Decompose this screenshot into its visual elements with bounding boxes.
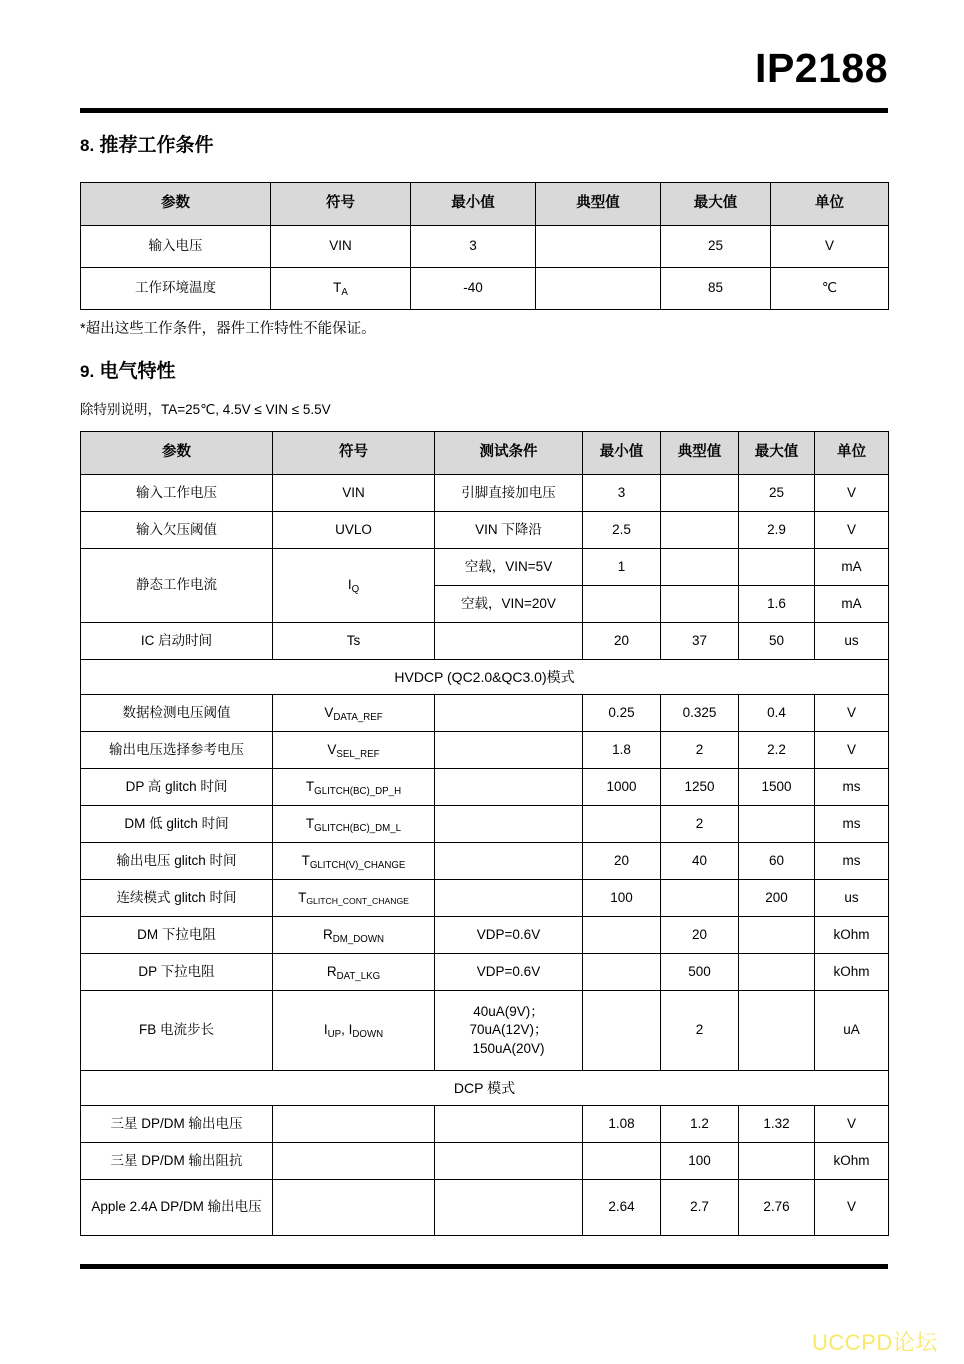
electrical-characteristics-table — [80, 431, 889, 1236]
cell-unit: V — [815, 474, 889, 511]
cell-symbol — [273, 842, 435, 879]
table-row — [81, 731, 889, 768]
cell-max — [739, 805, 815, 842]
cell-param: 工作环境温度 — [81, 267, 271, 309]
symbol-subscript: Q — [351, 584, 360, 596]
cell-symbol — [273, 474, 435, 511]
cell-max — [739, 916, 815, 953]
cell-symbol — [273, 879, 435, 916]
cell-max: 1.6 — [739, 585, 815, 622]
cell-symbol — [273, 694, 435, 731]
symbol-base: R — [322, 926, 333, 942]
cell-symbol — [273, 731, 435, 768]
table-row — [81, 990, 889, 1070]
cell-unit: ℃ — [771, 267, 889, 309]
cell-unit: ms — [815, 805, 889, 842]
cell-max: 50 — [739, 622, 815, 659]
cell-max: 2.9 — [739, 511, 815, 548]
cell-test-condition: VDP=0.6V — [435, 953, 583, 990]
cell-typ: 20 — [661, 916, 739, 953]
cell-min: 20 — [583, 842, 661, 879]
cell-unit: mA — [815, 585, 889, 622]
cell-symbol — [273, 805, 435, 842]
cell-min — [583, 990, 661, 1070]
cell-param: 输入工作电压 — [81, 474, 273, 511]
cell-typ: 500 — [661, 953, 739, 990]
cell-min: 2.64 — [583, 1179, 661, 1235]
cell-symbol — [273, 953, 435, 990]
footer-rule — [80, 1264, 888, 1269]
table-row — [81, 1142, 889, 1179]
cell-test-condition — [435, 768, 583, 805]
cell-unit: us — [815, 622, 889, 659]
symbol-base: T — [298, 889, 307, 905]
cell-min: 20 — [583, 622, 661, 659]
cell-typ: 37 — [661, 622, 739, 659]
cell-test-condition: VDP=0.6V — [435, 916, 583, 953]
cell-param: IC 启动时间 — [81, 622, 273, 659]
cell-max: 200 — [739, 879, 815, 916]
symbol-base: R — [326, 963, 337, 979]
cell-symbol — [273, 916, 435, 953]
table-section-row — [81, 1070, 889, 1105]
cell-unit: ms — [815, 768, 889, 805]
symbol-subscript: DM_DOWN — [332, 933, 385, 945]
table-row — [81, 916, 889, 953]
cell-typ: 2 — [661, 990, 739, 1070]
cell-max — [739, 990, 815, 1070]
cell-test-condition — [435, 694, 583, 731]
cell-typ: 0.325 — [661, 694, 739, 731]
cell-min — [583, 585, 661, 622]
cell-param: 数据检测电压阈值 — [81, 694, 273, 731]
cell-min: 1.08 — [583, 1105, 661, 1142]
symbol-base: T — [301, 852, 310, 868]
symbol-base: V — [324, 704, 334, 720]
table-row — [81, 805, 889, 842]
cell-min — [583, 916, 661, 953]
cell-symbol — [273, 1179, 435, 1235]
cell-min: 1.8 — [583, 731, 661, 768]
cell-min: 3 — [583, 474, 661, 511]
cell-symbol — [273, 990, 435, 1070]
section-label-hvdcp: HVDCP (QC2.0&QC3.0)模式 — [81, 659, 889, 694]
cell-test-condition — [435, 1142, 583, 1179]
cell-unit: uA — [815, 990, 889, 1070]
cell-symbol — [273, 1105, 435, 1142]
col-header-symbol: 符号 — [273, 431, 435, 474]
cell-typ: 2 — [661, 731, 739, 768]
cell-max: 25 — [739, 474, 815, 511]
table-row — [81, 225, 889, 267]
cell-param: 输出电压选择参考电压 — [81, 731, 273, 768]
cell-unit: V — [815, 1105, 889, 1142]
cell-param: 静态工作电流 — [81, 548, 273, 622]
cell-min — [583, 805, 661, 842]
table-row — [81, 1179, 889, 1235]
section-9-conditions: 除特别说明，TA=25℃, 4.5V ≤ VIN ≤ 5.5V — [80, 402, 331, 418]
cell-param: FB 电流步长 — [81, 990, 273, 1070]
cell-typ: 1250 — [661, 768, 739, 805]
table-header-row — [81, 431, 889, 474]
cell-max: 1500 — [739, 768, 815, 805]
cell-param: 输出电压 glitch 时间 — [81, 842, 273, 879]
cell-unit: kOhm — [815, 916, 889, 953]
table-row — [81, 768, 889, 805]
table-row — [81, 879, 889, 916]
cell-param: 输入欠压阈值 — [81, 511, 273, 548]
symbol-base: Ts — [346, 632, 361, 648]
col-header-min: 最小值 — [411, 182, 536, 225]
cell-param: 连续模式 glitch 时间 — [81, 879, 273, 916]
col-header-max: 最大值 — [661, 182, 771, 225]
cell-min: 0.25 — [583, 694, 661, 731]
symbol-base: VIN — [342, 484, 365, 500]
cell-min: -40 — [411, 267, 536, 309]
section-8-number: 8. — [80, 136, 95, 155]
section-8-title: 推荐工作条件 — [99, 135, 214, 156]
col-header-max: 最大值 — [739, 431, 815, 474]
cell-max — [739, 548, 815, 585]
section-label-dcp: DCP 模式 — [81, 1070, 889, 1105]
cell-symbol — [273, 511, 435, 548]
symbol-subscript: GLITCH_CONT_CHANGE — [306, 896, 409, 907]
cell-symbol — [273, 768, 435, 805]
cell-test-condition — [435, 622, 583, 659]
cell-test-condition: 空载，VIN=5V — [435, 548, 583, 585]
symbol-subscript: A — [341, 286, 348, 298]
cell-symbol — [271, 267, 411, 309]
col-header-symbol: 符号 — [271, 182, 411, 225]
cell-test-condition: 40uA(9V)； 70uA(12V)； 150uA(20V) — [435, 990, 583, 1070]
cell-max — [739, 953, 815, 990]
cell-test-condition — [435, 1179, 583, 1235]
table-row — [81, 548, 889, 585]
col-header-unit: 单位 — [815, 431, 889, 474]
cell-min: 2.5 — [583, 511, 661, 548]
cell-unit: us — [815, 879, 889, 916]
symbol-base: T — [333, 280, 342, 296]
cell-max: 60 — [739, 842, 815, 879]
cell-min: 3 — [411, 225, 536, 267]
col-header-param: 参数 — [81, 431, 273, 474]
section-9-heading — [80, 361, 888, 384]
cell-param: 三星 DP/DM 输出阻抗 — [81, 1142, 273, 1179]
col-header-min: 最小值 — [583, 431, 661, 474]
cell-typ — [661, 511, 739, 548]
section-8-footnote: *超出这些工作条件，器件工作特性不能保证。 — [80, 320, 376, 337]
col-header-typ: 典型值 — [536, 182, 661, 225]
cell-param: 输入电压 — [81, 225, 271, 267]
cell-max: 0.4 — [739, 694, 815, 731]
document-header — [80, 0, 888, 113]
cell-symbol — [273, 622, 435, 659]
cell-typ: 2 — [661, 805, 739, 842]
cell-test-condition: 引脚直接加电压 — [435, 474, 583, 511]
cell-unit: V — [815, 1179, 889, 1235]
section-9-number: 9. — [80, 361, 95, 381]
col-header-typ: 典型值 — [661, 431, 739, 474]
symbol-base: I — [347, 577, 352, 593]
cell-symbol — [273, 1142, 435, 1179]
cell-typ — [661, 548, 739, 585]
cell-typ — [661, 585, 739, 622]
cell-typ: 2.7 — [661, 1179, 739, 1235]
cell-max — [739, 1142, 815, 1179]
cell-param: DP 下拉电阻 — [81, 953, 273, 990]
cell-unit: V — [771, 225, 889, 267]
symbol-subscript: GLITCH(BC)_DM_L — [314, 822, 402, 834]
symbol-iup-idown: $I_{UP}$, $I_{DOWN}$ — [323, 1022, 384, 1041]
page-title: IP2188 — [755, 45, 888, 91]
cell-param: Apple 2.4A DP/DM 输出电压 — [81, 1179, 273, 1235]
symbol-base: VIN — [329, 238, 352, 254]
symbol-subscript: DAT_LKG — [336, 970, 381, 982]
table-row — [81, 267, 889, 309]
table-row — [81, 953, 889, 990]
table-row — [81, 474, 889, 511]
table-row — [81, 511, 889, 548]
header-rule — [80, 108, 888, 113]
cell-max: 1.32 — [739, 1105, 815, 1142]
cell-typ — [661, 879, 739, 916]
cell-unit: ms — [815, 842, 889, 879]
cell-min — [583, 953, 661, 990]
cell-test-condition — [435, 805, 583, 842]
cell-unit: V — [815, 731, 889, 768]
cell-typ — [536, 267, 661, 309]
table-row — [81, 842, 889, 879]
cell-unit: V — [815, 694, 889, 731]
cell-test-condition — [435, 879, 583, 916]
cell-test-condition: 空载，VIN=20V — [435, 585, 583, 622]
col-header-unit: 单位 — [771, 182, 889, 225]
symbol-base: V — [327, 741, 337, 757]
table-row — [81, 694, 889, 731]
cell-max: 2.76 — [739, 1179, 815, 1235]
symbol-base: T — [305, 778, 315, 794]
cell-param: DP 高 glitch 时间 — [81, 768, 273, 805]
cell-max: 85 — [661, 267, 771, 309]
section-8-heading — [80, 135, 888, 158]
cell-param: 三星 DP/DM 输出电压 — [81, 1105, 273, 1142]
cell-max: 25 — [661, 225, 771, 267]
symbol-base: UVLO — [335, 521, 372, 537]
symbol-subscript: GLITCH(V)_CHANGE — [309, 859, 406, 871]
col-header-test-condition: 测试条件 — [435, 431, 583, 474]
cell-min: 1000 — [583, 768, 661, 805]
cell-typ: 100 — [661, 1142, 739, 1179]
section-9-title: 电气特性 — [99, 360, 176, 382]
symbol-subscript: GLITCH(BC)_DP_H — [314, 785, 402, 797]
cell-typ: 40 — [661, 842, 739, 879]
cell-unit: kOhm — [815, 1142, 889, 1179]
cell-min: 100 — [583, 879, 661, 916]
cell-test-condition: VIN 下降沿 — [435, 511, 583, 548]
cell-typ — [661, 474, 739, 511]
table-row — [81, 1105, 889, 1142]
symbol-base: T — [305, 815, 315, 831]
cell-unit: V — [815, 511, 889, 548]
cell-param: DM 下拉电阻 — [81, 916, 273, 953]
table-header-row — [81, 182, 889, 225]
cell-unit: mA — [815, 548, 889, 585]
cell-test-condition — [435, 842, 583, 879]
cell-param: DM 低 glitch 时间 — [81, 805, 273, 842]
watermark-text: UCCPD论坛 — [812, 1330, 938, 1355]
cell-min: 1 — [583, 548, 661, 585]
symbol-subscript: DATA_REF — [333, 711, 383, 723]
cell-min — [583, 1142, 661, 1179]
cell-symbol — [273, 548, 435, 622]
symbol-subscript: SEL_REF — [336, 748, 380, 760]
cell-test-condition — [435, 731, 583, 768]
recommended-operating-conditions-table — [80, 182, 889, 310]
cell-test-condition — [435, 1105, 583, 1142]
col-header-param: 参数 — [81, 182, 271, 225]
page-content — [80, 0, 888, 1236]
cell-symbol — [271, 225, 411, 267]
cell-unit: kOhm — [815, 953, 889, 990]
cell-max: 2.2 — [739, 731, 815, 768]
table-row — [81, 622, 889, 659]
cell-typ: 1.2 — [661, 1105, 739, 1142]
table-section-row — [81, 659, 889, 694]
cell-typ — [536, 225, 661, 267]
